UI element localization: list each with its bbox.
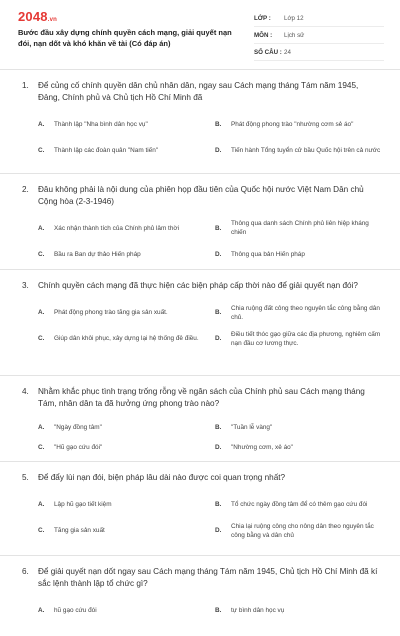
answer-option-d[interactable] bbox=[215, 518, 382, 544]
question-number: 2. bbox=[22, 185, 29, 194]
site-logo[interactable] bbox=[18, 9, 57, 24]
question-item bbox=[0, 174, 400, 270]
option-letter: A. bbox=[38, 224, 45, 232]
answer-option-b[interactable] bbox=[215, 417, 382, 437]
meta-row-subject bbox=[254, 27, 384, 44]
option-letter: B. bbox=[215, 423, 222, 431]
question-item bbox=[0, 270, 400, 376]
answer-option-b[interactable] bbox=[215, 215, 382, 241]
answer-option-d[interactable] bbox=[215, 437, 382, 457]
answer-option-a[interactable] bbox=[38, 300, 205, 326]
meta-row-class bbox=[254, 10, 384, 27]
option-text: "Tuần lễ vàng" bbox=[231, 423, 273, 431]
question-number: 4. bbox=[22, 387, 29, 396]
option-text: Điều tiết thóc gạo giữa các địa phương, nghiêm cấm nạn đầu cơ lương thực. bbox=[231, 330, 381, 347]
option-letter: C. bbox=[38, 443, 45, 451]
question-number: 6. bbox=[22, 567, 29, 576]
question-number: 3. bbox=[22, 281, 29, 290]
question-item bbox=[0, 556, 400, 636]
question-text: Đâu không phải là nội dung của phiên họp đầu tiên của Quốc hội nước Việt Nam Dân chủ Cộng hòa (2-3-1946) bbox=[38, 185, 364, 206]
option-text: hũ gạo cứu đói bbox=[54, 606, 97, 614]
answer-option-b[interactable] bbox=[215, 492, 382, 518]
answer-option-a[interactable] bbox=[38, 111, 205, 137]
meta-table bbox=[254, 10, 384, 61]
question-text: Để giải quyết nạn dốt ngay sau Cách mạng tháng Tám năm 1945, Chủ tịch Hồ Chí Minh đã kí sắc lệnh thành lập tổ chức gì? bbox=[38, 567, 378, 588]
option-letter: D. bbox=[215, 443, 222, 451]
option-text: Phát động phong trào "nhường cơm sẻ áo" bbox=[231, 120, 354, 128]
option-text: Tiến hành Tổng tuyển cử bầu Quốc hội trên cả nước bbox=[231, 146, 381, 154]
option-text: Thành lập "Nha bình dân học vụ" bbox=[54, 120, 148, 128]
option-letter: D. bbox=[215, 250, 222, 258]
option-text: Giúp dân khôi phục, xây dựng lại hệ thống đê điều. bbox=[54, 335, 199, 342]
option-letter: A. bbox=[38, 606, 45, 614]
meta-value: 24 bbox=[284, 48, 291, 56]
option-text: Thông qua danh sách Chính phủ liên hiệp kháng chiến bbox=[231, 220, 369, 236]
answer-option-c[interactable] bbox=[38, 241, 205, 267]
option-text: Thành lập các đoàn quân "Nam tiến" bbox=[54, 146, 159, 154]
option-text: Bầu ra Ban dự thảo Hiến pháp bbox=[54, 250, 141, 258]
meta-key: LỚP : bbox=[254, 14, 271, 22]
question-item bbox=[0, 70, 400, 174]
option-letter: D. bbox=[215, 335, 222, 342]
answer-option-a[interactable] bbox=[38, 215, 205, 241]
option-letter: C. bbox=[38, 335, 45, 342]
answer-option-c[interactable] bbox=[38, 326, 205, 352]
option-letter: B. bbox=[215, 309, 222, 316]
document-title: Bước đầu xây dựng chính quyền cách mạng, giải quyết nạn đói, nạn dốt và khó khăn về tài (Có đáp án) bbox=[18, 28, 232, 48]
answer-option-c[interactable] bbox=[38, 518, 205, 544]
option-text: Thông qua bản Hiến pháp bbox=[231, 250, 305, 258]
option-text: "Hũ gạo cứu đói" bbox=[54, 443, 103, 451]
logo-suffix: .vn bbox=[47, 17, 58, 23]
option-letter: B. bbox=[215, 606, 222, 614]
option-text: tự bình dân học vụ bbox=[231, 606, 285, 614]
answer-option-d[interactable] bbox=[215, 241, 382, 267]
option-text: Lập hũ gạo tiết kiệm bbox=[54, 501, 112, 508]
answer-option-b[interactable] bbox=[215, 111, 382, 137]
option-letter: C. bbox=[38, 250, 45, 258]
question-number: 1. bbox=[22, 81, 29, 90]
option-text: Chia ruộng đất công theo nguyên tắc công bằng dân chủ. bbox=[231, 304, 380, 321]
meta-key: MÔN : bbox=[254, 31, 273, 39]
option-text: Tăng gia sản xuất bbox=[54, 527, 105, 534]
answer-option-a[interactable] bbox=[38, 597, 205, 623]
answer-option-d[interactable] bbox=[215, 137, 382, 163]
answer-option-a[interactable] bbox=[38, 417, 205, 437]
option-text: Tổ chức ngày đồng tâm để có thêm gạo cứu đói bbox=[231, 501, 368, 508]
option-letter: B. bbox=[215, 501, 222, 508]
meta-value: Lịch sử bbox=[284, 31, 305, 39]
question-number: 5. bbox=[22, 473, 29, 482]
option-letter: A. bbox=[38, 120, 45, 128]
option-letter: B. bbox=[215, 120, 222, 128]
option-letter: B. bbox=[215, 224, 222, 232]
option-letter: D. bbox=[215, 527, 222, 534]
option-letter: A. bbox=[38, 423, 45, 431]
question-text: Để đẩy lùi nạn đói, biện pháp lâu dài nào được coi quan trọng nhất? bbox=[38, 473, 286, 482]
option-letter: C. bbox=[38, 146, 45, 154]
answer-option-b[interactable] bbox=[215, 300, 382, 326]
option-text: "Nhường cơm, xẻ áo" bbox=[231, 443, 293, 451]
option-text: "Ngày đồng tâm" bbox=[54, 423, 102, 431]
meta-key: SỐ CÂU : bbox=[254, 48, 282, 56]
option-text: Phát động phong trào tăng gia sản xuất. bbox=[54, 309, 168, 316]
answer-option-b[interactable] bbox=[215, 597, 382, 623]
answer-option-c[interactable] bbox=[38, 137, 205, 163]
option-letter: D. bbox=[215, 146, 222, 154]
question-item bbox=[0, 376, 400, 462]
page-header bbox=[0, 0, 400, 70]
question-text: Nhằm khắc phục tình trạng trống rỗng về ngân sách của Chính phủ sau Cách mạng tháng Tám, nhân dân ta đã hưởng ứng phong trào nào? bbox=[38, 387, 365, 408]
option-letter: A. bbox=[38, 309, 45, 316]
answer-option-d[interactable] bbox=[215, 326, 382, 352]
question-text: Để củng cố chính quyền dân chủ nhân dân, ngay sau Cách mạng tháng Tám năm 1945, Đảng, Chính phủ và Chủ tịch Hồ Chí Minh đã bbox=[38, 81, 359, 102]
question-text: Chính quyền cách mạng đã thực hiện các biện pháp cấp thời nào để giải quyết nạn đói? bbox=[38, 281, 358, 290]
meta-row-count bbox=[254, 44, 384, 61]
logo-main: 2048 bbox=[18, 9, 48, 24]
option-letter: A. bbox=[38, 501, 45, 508]
option-text: Chia lại ruộng công cho nông dân theo nguyên tắc công bằng và dân chủ bbox=[231, 522, 374, 539]
option-letter: C. bbox=[38, 527, 45, 534]
answer-option-a[interactable] bbox=[38, 492, 205, 518]
question-item bbox=[0, 462, 400, 556]
answer-option-c[interactable] bbox=[38, 437, 205, 457]
question-list bbox=[0, 70, 400, 636]
option-text: Xác nhận thành tích của Chính phủ lâm thời bbox=[54, 224, 179, 232]
meta-value: Lớp 12 bbox=[284, 14, 304, 22]
